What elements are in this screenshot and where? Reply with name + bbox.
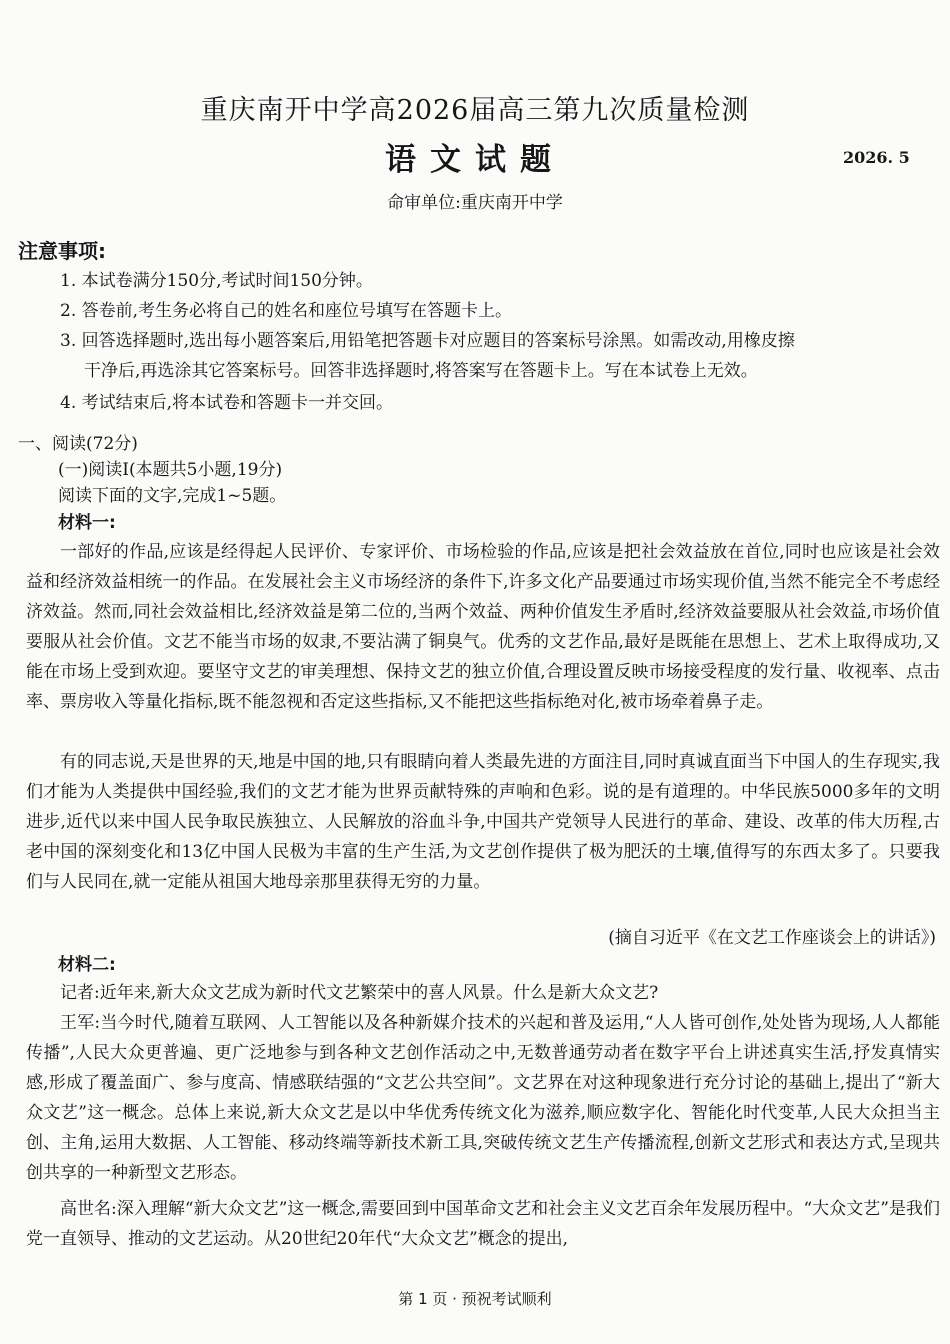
material-2-paragraph: 高世名:深入理解“新大众文艺”这一概念,需要回到中国革命文艺和社会主义文艺百余年发展历程中。“大众文艺”是我们党一直领导、推动的文艺运动。从20世纪20年代“大众文艺”概念的提出, bbox=[26, 1199, 940, 1249]
material-2-paragraph: 王军:当今时代,随着互联网、人工智能以及各种新媒介技术的兴起和普及运用,“人人皆可创作,处处皆为现场,人人都能传播”,人民大众更普遍、更广泛地参与到各种文艺创作活动之中,无数普通劳动者在数字平台上讲述真实生活,抒发真情实感,形成了覆盖面广、参与度高、情感联结强的“文艺公共空间”。文艺界在对这种现象进行充分讨论的基础上,提出了“新大众文艺”这一概念。总体上来说,新大众文艺是以中华优秀传统文化为滋养,顺应数字化、智能化时代变革,人民大众担当主创、主角,运用大数据、人工智能、移动终端等新技术新工具,突破传统文艺生产传播流程,创新文艺形式和表达方式,呈现共创共享的一种新型文艺形态。 bbox=[26, 1013, 940, 1183]
notice-item: 4. 考试结束后,将本试卷和答题卡一并交回。 bbox=[60, 393, 394, 413]
exam-date: 2026. 5 bbox=[843, 148, 910, 167]
material-2-paragraph: 记者:近年来,新大众文艺成为新时代文艺繁荣中的喜人风景。什么是新大众文艺? bbox=[60, 983, 659, 1003]
section-title: 一、阅读(72分) bbox=[18, 434, 138, 454]
material-1-source: (摘自习近平《在文艺工作座谈会上的讲话》) bbox=[608, 928, 936, 948]
page-footer: 第 1 页 · 预祝考试顺利 bbox=[398, 1290, 552, 1308]
issuing-unit: 命审单位:重庆南开中学 bbox=[387, 193, 563, 213]
notice-item: 1. 本试卷满分150分,考试时间150分钟。 bbox=[60, 271, 373, 291]
material-1-paragraph: 一部好的作品,应该是经得起人民评价、专家评价、市场检验的作品,应该是把社会效益放在首位,同时也应该是社会效益和经济效益相统一的作品。在发展社会主义市场经济的条件下,许多文化产品要通过市场实现价值,当然不能完全不考虑经济效益。然而,同社会效益相比,经济效益是第二位的,当两个效益、两种价值发生矛盾时,经济效益要服从社会效益,市场价值要服从社会价值。文艺不能当市场的奴隶,不要沾满了铜臭气。优秀的文艺作品,最好是既能在思想上、艺术上取得成功,又能在市场上受到欢迎。要坚守文艺的审美理想、保持文艺的独立价值,合理设置反映市场接受程度的发行量、收视率、点击率、票房收入等量化指标,既不能忽视和否定这些指标,又不能把这些指标绝对化,被市场牵着鼻子走。 bbox=[26, 542, 940, 712]
notice-item: 2. 答卷前,考生务必将自己的姓名和座位号填写在答题卡上。 bbox=[60, 301, 513, 321]
subject-title: 语文试题 bbox=[385, 142, 565, 178]
notice-heading: 注意事项: bbox=[18, 239, 106, 263]
material-1-paragraph: 有的同志说,天是世界的天,地是中国的地,只有眼睛向着人类最先进的方面注目,同时真诚直面当下中国人的生存现实,我们才能为人类提供中国经验,我们的文艺才能为世界贡献特殊的声响和色彩。说的是有道理的。中华民族5000多年的文明进步,近代以来中国人民争取民族独立、人民解放的浴血斗争,中国共产党领导人民进行的革命、建设、改革的伟大历程,古老中国的深刻变化和13亿中国人民极为丰富的生产生活,为文艺创作提供了极为肥沃的土壤,值得写的东西太多了。只要我们与人民同在,就一定能从祖国大地母亲那里获得无穷的力量。 bbox=[26, 752, 940, 892]
notice-item-continued: 干净后,再选涂其它答案标号。回答非选择题时,将答案写在答题卡上。写在本试卷上无效。 bbox=[84, 361, 758, 381]
material-2-label: 材料二: bbox=[58, 955, 116, 975]
reading-instruction: 阅读下面的文字,完成1~5题。 bbox=[58, 486, 287, 506]
subsection-title: (一)阅读Ⅰ(本题共5小题,19分) bbox=[58, 460, 283, 480]
material-1-label: 材料一: bbox=[58, 513, 116, 533]
notice-item: 3. 回答选择题时,选出每小题答案后,用铅笔把答题卡对应题目的答案标号涂黑。如需改动,用橡皮擦 bbox=[60, 331, 795, 351]
exam-title: 重庆南开中学高2026届高三第九次质量检测 bbox=[200, 95, 750, 126]
